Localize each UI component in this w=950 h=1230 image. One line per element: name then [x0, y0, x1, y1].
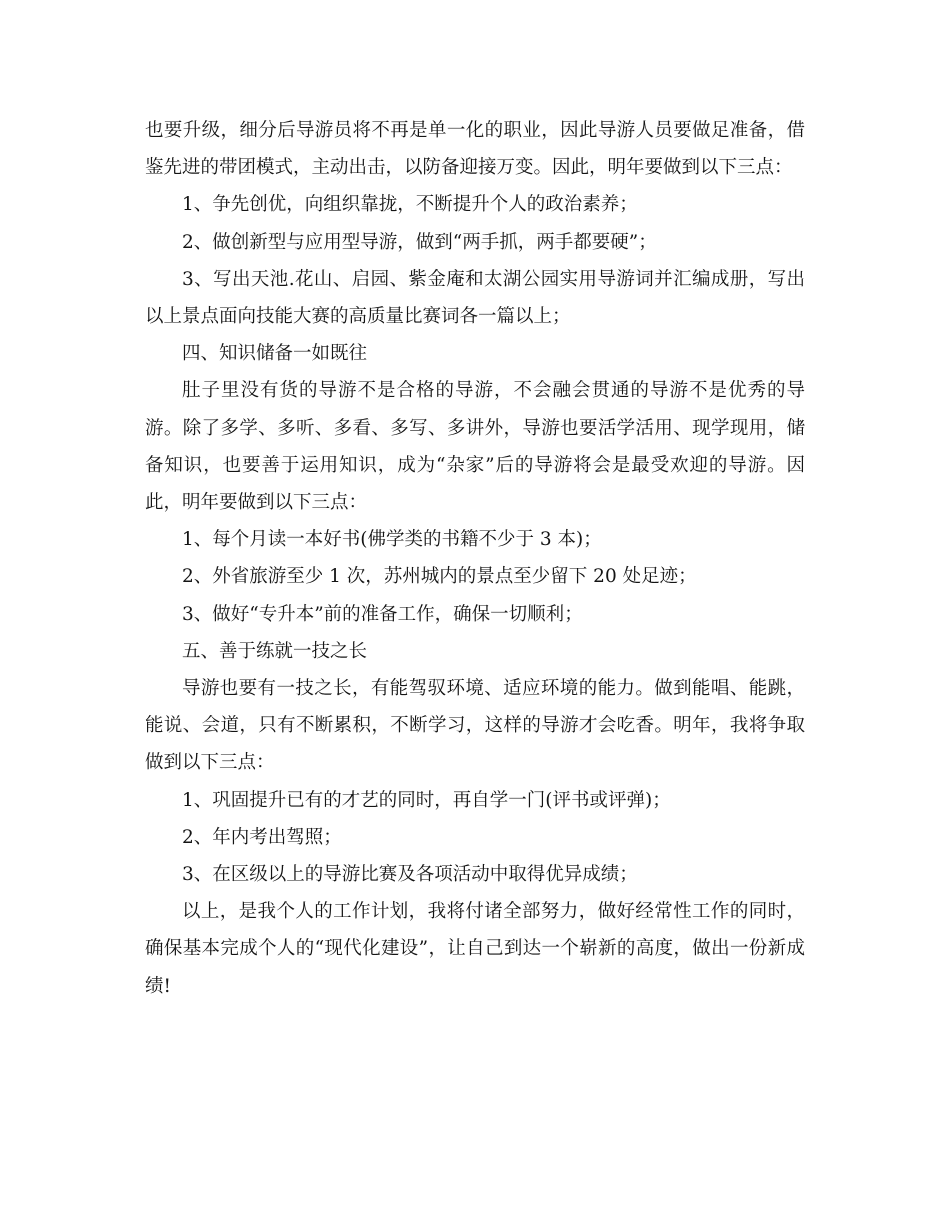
list-item: 1、争先创优，向组织靠拢，不断提升个人的政治素养；: [182, 194, 638, 216]
list-item: 2、做创新型与应用型导游，做到“两手抓，两手都要硬”；: [182, 231, 657, 253]
list-item: 3、做好“专升本”前的准备工作，确保一切顺利；: [182, 603, 583, 625]
list-item: 2、外省旅游至少 1 次，苏州城内的景点至少留下 20 处足迹；: [182, 566, 697, 588]
list-item: 3、在区级以上的导游比赛及各项活动中取得优异成绩；: [182, 864, 638, 886]
section-heading: 五、善于练就一技之长: [182, 640, 368, 662]
paragraph-conclusion: 以上，是我个人的工作计划，我将付诸全部努力，做好经常性工作的同时，确保基本完成个人的“现代化建设”，让自己到达一个崭新的高度，做出一份新成绩!: [145, 901, 805, 997]
paragraph: 肚子里没有货的导游不是合格的导游，不会融会贯通的导游不是优秀的导游。除了多学、多听、多看、多写、多讲外，导游也要活学活用、现学现用，储备知识，也要善于运用知识，成为“杂家”后的导游将会是最受欢迎的导游。因此，明年要做到以下三点：: [145, 380, 805, 514]
list-item: 2、年内考出驾照；: [182, 826, 342, 848]
list-item: 3、写出天池.花山、启园、紫金庵和太湖公园实用导游词并汇编成册，写出以上景点面向技能大赛的高质量比赛词各一篇以上；: [145, 268, 805, 328]
list-item: 1、每个月读一本好书(佛学类的书籍不少于 3 本)；: [182, 529, 602, 551]
paragraph-continuation: 也要升级，细分后导游员将不再是单一化的职业，因此导游人员要做足准备，借鉴先进的带团模式，主动出击，以防备迎接万变。因此，明年要做到以下三点：: [145, 120, 805, 179]
paragraph: 导游也要有一技之长，有能驾驭环境、适应环境的能力。做到能唱、能跳，能说、会道，只有不断累积，不断学习，这样的导游才会吃香。明年，我将争取做到以下三点：: [145, 678, 805, 774]
section-heading: 四、知识储备一如既往: [182, 343, 368, 365]
document-body: [145, 112, 805, 1005]
list-item: 1、巩固提升已有的才艺的同时，再自学一门(评书或评弹)；: [182, 789, 671, 811]
